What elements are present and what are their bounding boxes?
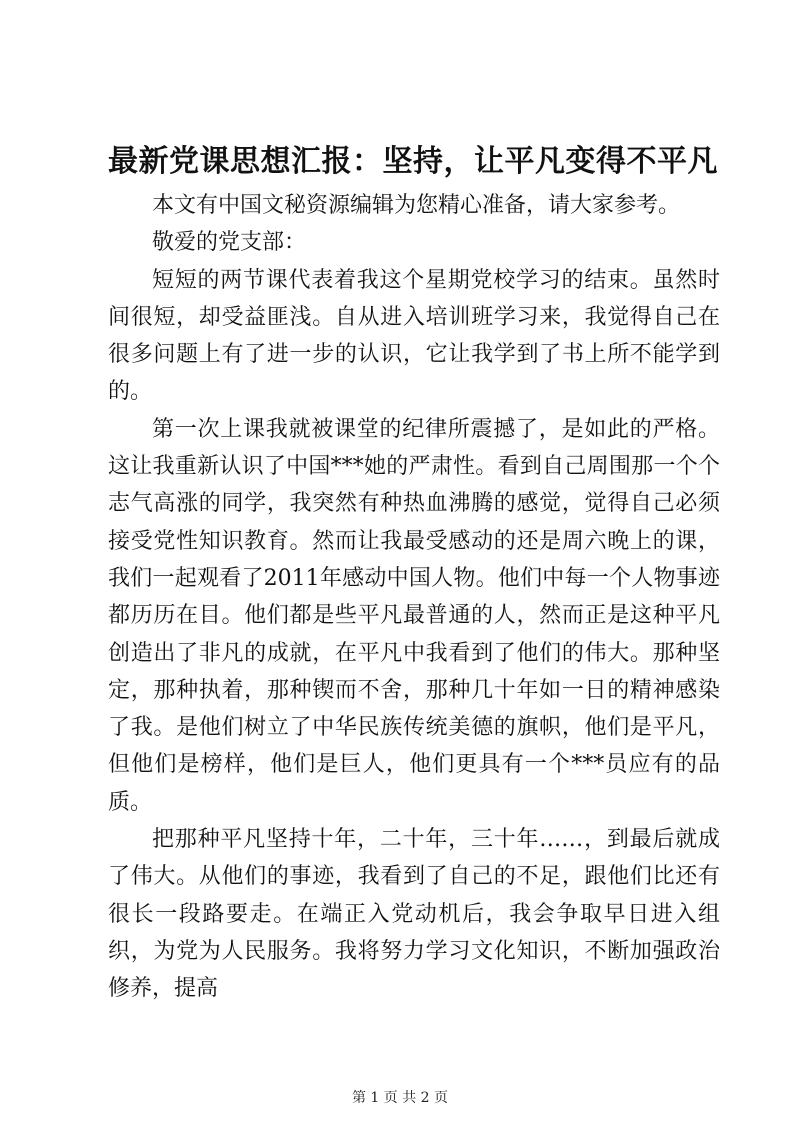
body-paragraph-3: 把那种平凡坚持十年，二十年，三十年……，到最后就成了伟大。从他们的事迹，我看到了自己的不足，跟他们比还有很长一段路要走。在端正入党动机后，我会争取早日进入组织，为党为人民服务。我将努力学习文化知识，不断加强政治修养，提高 — [108, 827, 720, 1002]
intro-paragraph: 本文有中国文秘资源编辑为您精心准备，请大家参考。 — [152, 193, 681, 218]
document-body — [108, 187, 720, 1008]
salutation-paragraph: 敬爱的党支部： — [152, 230, 307, 256]
document-title: 最新党课思想汇报：坚持，让平凡变得不平凡 — [108, 144, 718, 179]
body-paragraph-1: 短短的两节课代表着我这个星期党校学习的结束。虽然时间很短，却受益匪浅。自从进入培训班学习来，我觉得自己在很多问题上有了进一步的认识，它让我学到了书上所不能学到的。 — [108, 267, 720, 405]
page-footer: 第 1 页 共 2 页 — [351, 1090, 449, 1106]
body-paragraph-2: 第一次上课我就被课堂的纪律所震撼了，是如此的严格。这让我重新认识了中国***她的严肃性。看到自己周围那一个个志气高涨的同学，我突然有种热血沸腾的感觉，觉得自己必须接受党性知识教育。然而让我最受感动的还是周六晚上的课，我们一起观看了2011年感动中国人物。他们中每一个人物事迹都历历在目。他们都是些平凡最普通的人，然而正是这种平凡创造出了非凡的成就，在平凡中我看到了他们的伟大。那种坚定，那种执着，那种锲而不舍，那种几十年如一日的精神感染了我。是他们树立了中华民族传统美德的旗帜，他们是平凡，但他们是榜样，他们是巨人，他们更具有一个***员应有的品质。 — [108, 416, 720, 815]
